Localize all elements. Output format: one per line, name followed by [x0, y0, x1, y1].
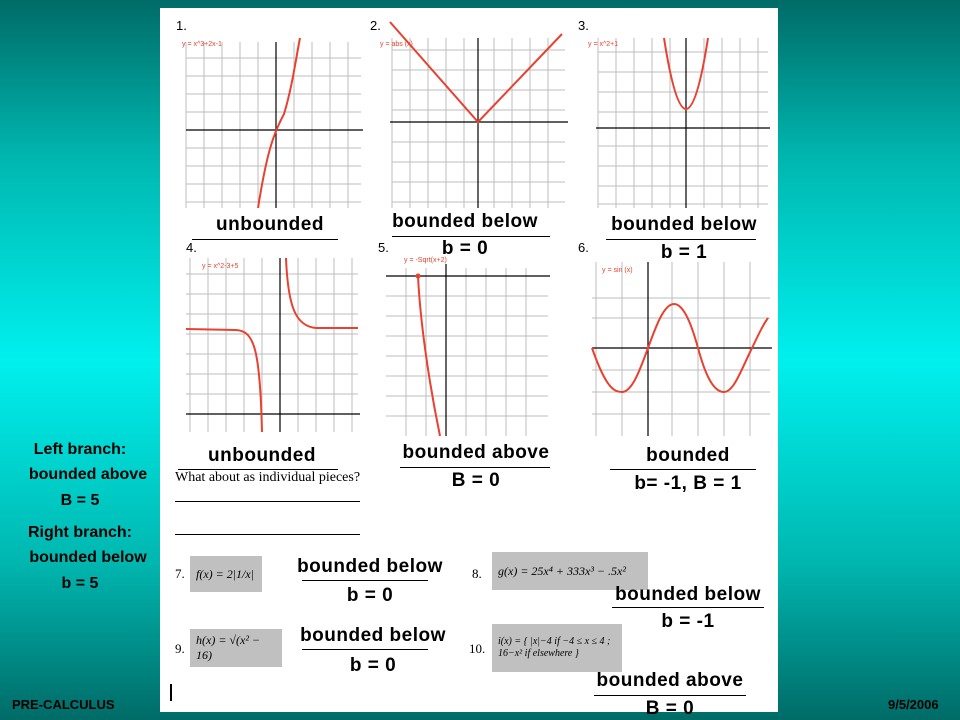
- graph-1: [176, 18, 366, 208]
- footer-date: 9/5/2006: [888, 697, 939, 712]
- equation-label: y = x^2-3+5: [202, 263, 239, 270]
- formula-8: g(x) = 25x⁴ + 333x³ − .5x²: [492, 552, 648, 590]
- answer-1: unbounded: [216, 214, 324, 235]
- graph-4-plot: [176, 238, 366, 436]
- formula-10: i(x) = { |x|−4 if −4 ≤ x ≤ 4 ; 16−x² if elsewhere }: [492, 624, 622, 672]
- graph-5-plot: [376, 238, 556, 436]
- answer-7: bounded below: [297, 556, 443, 577]
- right-branch-answer: bounded below: [29, 549, 147, 566]
- answer-line: [610, 469, 756, 470]
- graph-6-plot: [576, 238, 776, 436]
- equation-label: y = -Sqrt(x+2): [404, 257, 447, 264]
- problem-number: 3.: [578, 18, 589, 33]
- formula-number: 8.: [472, 566, 482, 581]
- problem-number: 2.: [370, 18, 381, 33]
- answer-line: [175, 501, 360, 502]
- answer-line: [302, 580, 428, 581]
- graph-3: [578, 18, 772, 208]
- equation-label: y = sin (x): [602, 267, 633, 274]
- problem-number: 6.: [578, 240, 589, 255]
- right-branch-title: Right branch:: [28, 524, 132, 541]
- question-text: What about as individual pieces?: [175, 470, 361, 485]
- graph-5: [376, 238, 556, 436]
- equation-label: y = x^2+1: [588, 41, 619, 48]
- graph-4: [176, 238, 366, 436]
- answer-4: unbounded: [208, 445, 316, 466]
- problem-number: 1.: [176, 18, 187, 33]
- answer-line: [594, 695, 746, 696]
- graph-6: [576, 238, 776, 436]
- answer-2: bounded below: [392, 211, 538, 232]
- formula-number: 10.: [469, 641, 486, 656]
- answer-8: bounded below: [615, 584, 761, 605]
- left-branch-answer: bounded above: [28, 466, 148, 483]
- bound-2: b = 0: [441, 238, 489, 259]
- bound-7: b = 0: [346, 585, 394, 606]
- answer-line: [400, 467, 550, 468]
- bound-6: b= -1, B = 1: [634, 473, 742, 494]
- answer-line: [392, 236, 550, 237]
- answer-9: bounded below: [300, 625, 446, 646]
- right-branch-bound: b = 5: [61, 575, 99, 592]
- problem-number: 5.: [378, 240, 389, 255]
- bound-3: b = 1: [660, 242, 708, 263]
- footer-course: PRE-CALCULUS: [12, 697, 115, 712]
- answer-10: bounded above: [596, 670, 744, 691]
- bound-8: b = -1: [661, 611, 715, 632]
- answer-6: bounded: [646, 445, 730, 466]
- answer-line: [302, 649, 428, 650]
- formula-number: 9.: [175, 641, 185, 656]
- equation-label: y = abs (x): [380, 41, 413, 48]
- bound-5: B = 0: [451, 470, 501, 491]
- text-cursor: [170, 684, 172, 701]
- equation-label: y = x^3+2x-1: [182, 41, 222, 48]
- left-branch-title: Left branch:: [33, 441, 127, 458]
- answer-line: [612, 607, 764, 608]
- graph-1-plot: [176, 18, 366, 208]
- bound-9: b = 0: [349, 655, 397, 676]
- problem-number: 4.: [186, 240, 197, 255]
- answer-5: bounded above: [402, 442, 550, 463]
- answer-3: bounded below: [611, 214, 757, 235]
- formula-7: f(x) = 2|1/x|: [190, 556, 262, 592]
- graph-3-plot: [578, 18, 772, 208]
- formula-9: h(x) = √(x² − 16): [190, 629, 282, 667]
- bound-10: B = 0: [645, 698, 695, 719]
- graph-2: [370, 18, 570, 208]
- answer-line: [175, 534, 360, 535]
- formula-number: 7.: [175, 566, 185, 581]
- left-branch-bound: B = 5: [60, 492, 100, 509]
- graph-2-plot: [370, 18, 570, 208]
